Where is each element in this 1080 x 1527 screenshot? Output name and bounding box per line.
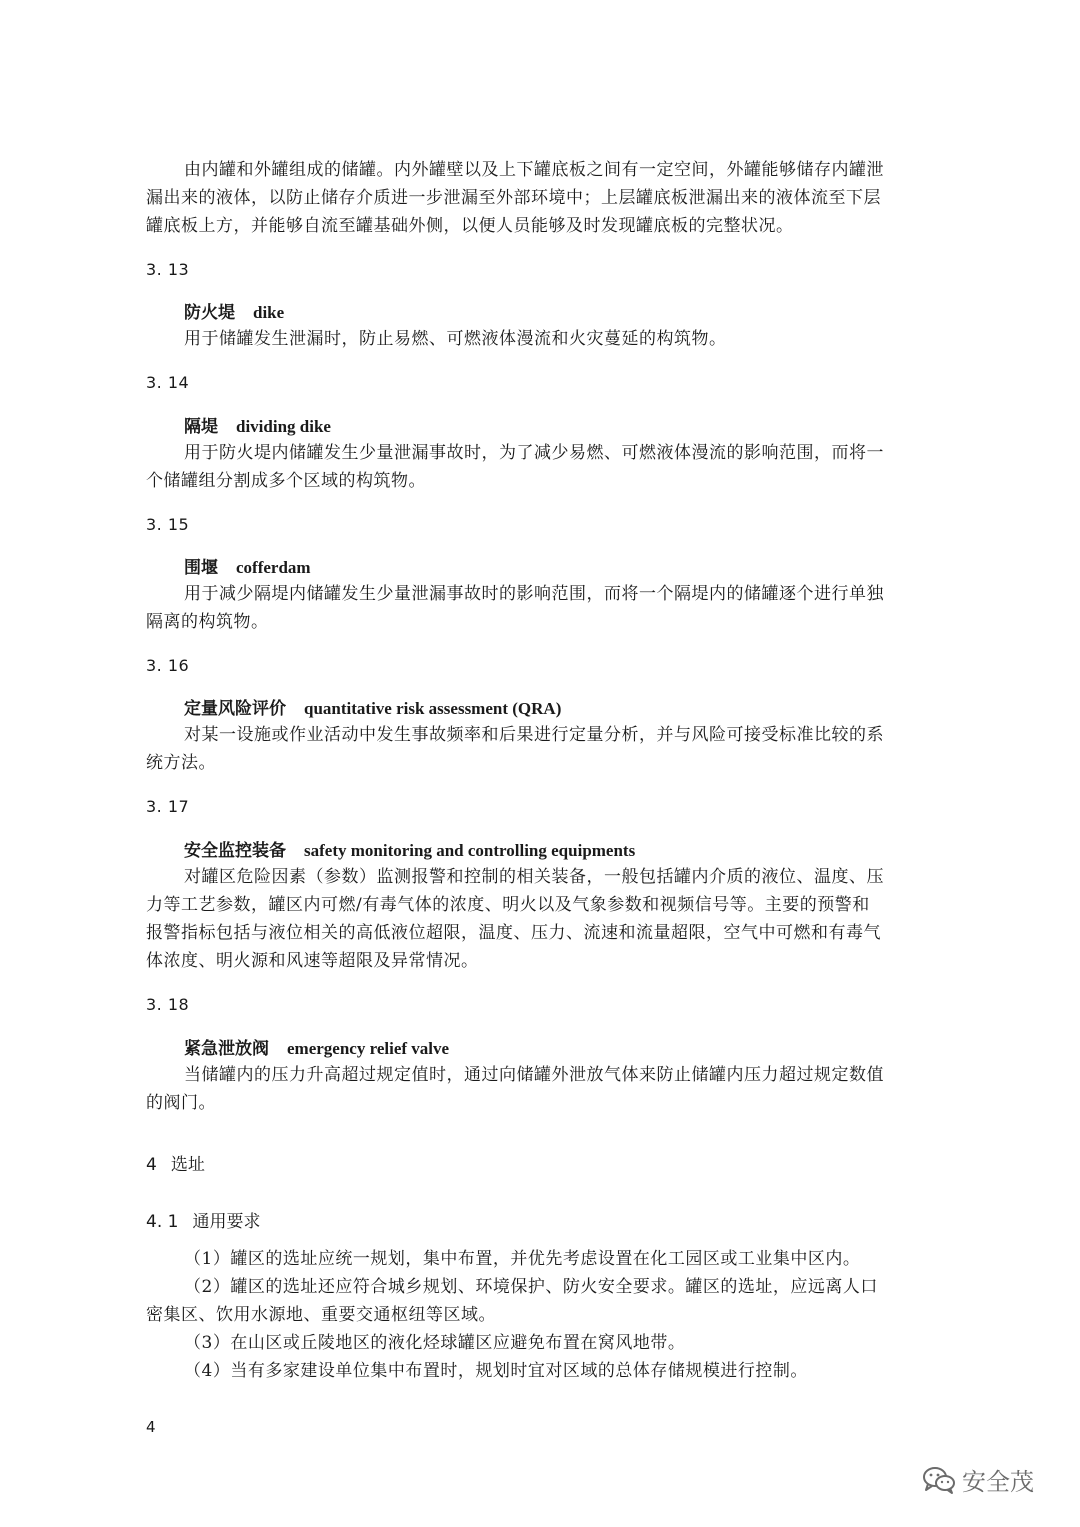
definition-3-14-line-2: 个储罐组分割成多个区域的构筑物。 [146, 471, 426, 491]
requirement-line-3: 密集区、饮用水源地、重要交通枢纽等区域。 [146, 1305, 496, 1325]
definition-3-17-line-2: 力等工艺参数，罐区内可燃/有毒气体的浓度、明火以及气象参数和视频信号等。主要的预警和 [146, 895, 870, 915]
requirement-line-4: （3）在山区或丘陵地区的液化烃球罐区应避免布置在窝风地带。 [184, 1333, 686, 1353]
definition-3-17-line-4: 体浓度、明火源和风速等超限及异常情况。 [146, 951, 479, 971]
term-cn: 紧急泄放阀 [184, 1039, 269, 1059]
intro-line-3: 罐底板上方，并能够自流至罐基础外侧，以便人员能够及时发现罐底板的完整状况。 [146, 216, 794, 236]
section-heading-4 [146, 1150, 205, 1175]
requirement-line-1: （1）罐区的选址应统一规划，集中布置，并优先考虑设置在化工园区或工业集中区内。 [184, 1249, 861, 1269]
subsection-heading-4-1 [146, 1207, 260, 1232]
definition-3-15-line-2: 隔离的构筑物。 [146, 612, 269, 632]
term-cn: 隔堤 [184, 417, 218, 437]
definition-3-16-line-1: 对某一设施或作业活动中发生事故频率和后果进行定量分析，并与风险可接受标准比较的系 [184, 725, 884, 745]
term-heading-3-14 [184, 412, 331, 437]
section-number: 4 [146, 1155, 157, 1175]
term-heading-3-18 [184, 1034, 449, 1059]
definition-3-13-line-1: 用于储罐发生泄漏时，防止易燃、可燃液体漫流和火灾蔓延的构筑物。 [184, 329, 727, 349]
term-en: dividing dike [236, 417, 331, 436]
clause-number-3-14: 3. 14 [146, 373, 190, 392]
requirement-line-5: （4）当有多家建设单位集中布置时，规划时宜对区域的总体存储规模进行控制。 [184, 1361, 808, 1381]
term-en: safety monitoring and controlling equipments [304, 841, 636, 860]
watermark-text: 安全茂 [962, 1468, 1034, 1496]
intro-line-1: 由内罐和外罐组成的储罐。内外罐壁以及上下罐底板之间有一定空间，外罐能够储存内罐泄 [184, 160, 884, 180]
term-heading-3-15 [184, 553, 311, 578]
clause-number-3-13: 3. 13 [146, 260, 190, 279]
definition-3-18-line-2: 的阀门。 [146, 1093, 216, 1113]
definition-3-17-line-3: 报警指标包括与液位相关的高低液位超限，温度、压力、流速和流量超限，空气中可燃和有毒气 [146, 923, 881, 943]
definition-3-16-line-2: 统方法。 [146, 753, 216, 773]
subsection-title: 通用要求 [192, 1212, 261, 1232]
requirement-line-2: （2）罐区的选址还应符合城乡规划、环境保护、防火安全要求。罐区的选址，应远离人口 [184, 1277, 878, 1297]
term-en: dike [253, 303, 285, 322]
clause-number-3-16: 3. 16 [146, 656, 190, 675]
term-heading-3-17 [184, 836, 635, 861]
term-heading-3-16 [184, 694, 561, 719]
term-cn: 定量风险评价 [184, 699, 286, 719]
term-cn: 防火堤 [184, 303, 235, 323]
term-heading-3-13 [184, 298, 284, 323]
page-number: 4 [146, 1418, 156, 1436]
subsection-number: 4. 1 [146, 1212, 179, 1232]
wechat-icon [922, 1465, 956, 1495]
term-cn: 安全监控装备 [184, 841, 286, 861]
definition-3-14-line-1: 用于防火堤内储罐发生少量泄漏事故时，为了减少易燃、可燃液体漫流的影响范围，而将一 [184, 443, 884, 463]
watermark [922, 1462, 1034, 1497]
term-cn: 围堰 [184, 558, 218, 578]
term-en: quantitative risk assessment (QRA) [304, 699, 562, 718]
definition-3-15-line-1: 用于减少隔堤内储罐发生少量泄漏事故时的影响范围，而将一个隔堤内的储罐逐个进行单独 [184, 584, 884, 604]
intro-line-2: 漏出来的液体，以防止储存介质进一步泄漏至外部环境中；上层罐底板泄漏出来的液体流至下层 [146, 188, 881, 208]
definition-3-17-line-1: 对罐区危险因素（参数）监测报警和控制的相关装备，一般包括罐内介质的液位、温度、压 [184, 867, 884, 887]
section-title: 选址 [170, 1155, 205, 1175]
clause-number-3-15: 3. 15 [146, 515, 190, 534]
definition-3-18-line-1: 当储罐内的压力升高超过规定值时，通过向储罐外泄放气体来防止储罐内压力超过规定数值 [184, 1065, 884, 1085]
clause-number-3-17: 3. 17 [146, 797, 190, 816]
clause-number-3-18: 3. 18 [146, 995, 190, 1014]
term-en: cofferdam [236, 558, 311, 577]
term-en: emergency relief valve [287, 1039, 450, 1058]
